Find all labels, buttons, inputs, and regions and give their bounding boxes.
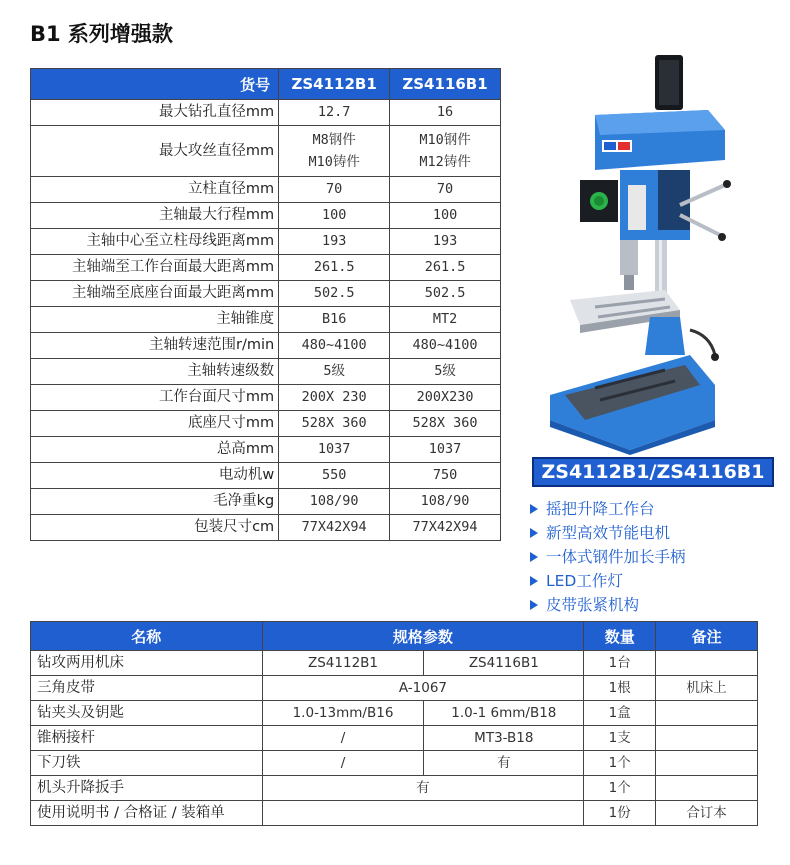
part-spec: /	[262, 726, 424, 751]
spec-label: 主轴端至底座台面最大距离mm	[31, 281, 279, 307]
table-row	[31, 307, 501, 333]
spec-value: 550	[279, 463, 390, 489]
part-note	[656, 651, 758, 676]
part-spec: MT3-B18	[424, 726, 584, 751]
part-name: 使用说明书 / 合格证 / 装箱单	[31, 801, 263, 826]
spec-value: 77X42X94	[279, 515, 390, 541]
spec-value: 1037	[390, 437, 501, 463]
spec-label: 主轴端至工作台面最大距离mm	[31, 255, 279, 281]
part-spec: ZS4116B1	[424, 651, 584, 676]
feature-list	[530, 497, 686, 617]
spec-label: 总高mm	[31, 437, 279, 463]
feature-label: LED工作灯	[546, 572, 623, 590]
triangle-bullet-icon	[530, 504, 538, 514]
part-spec: 有	[424, 751, 584, 776]
table-row	[31, 801, 758, 826]
spec-value: 100	[279, 203, 390, 229]
spec-label: 主轴最大行程mm	[31, 203, 279, 229]
spec-value: 200X230	[390, 385, 501, 411]
parts-header-note: 备注	[656, 622, 758, 651]
parts-header-spec: 规格参数	[262, 622, 584, 651]
spec-value: 502.5	[390, 281, 501, 307]
spec-value: 193	[279, 229, 390, 255]
spec-label: 主轴转速范围r/min	[31, 333, 279, 359]
table-row	[31, 126, 501, 177]
triangle-bullet-icon	[530, 552, 538, 562]
parts-header-row	[31, 622, 758, 651]
part-spec: 1.0-1 6mm/B18	[424, 701, 584, 726]
spec-value: 70	[279, 177, 390, 203]
part-note	[656, 776, 758, 801]
table-row	[31, 751, 758, 776]
spec-value: 528X 360	[390, 411, 501, 437]
table-row	[31, 203, 501, 229]
spec-header-row	[31, 69, 501, 100]
spec-value-line: M10钢件	[419, 132, 471, 148]
part-spec	[262, 801, 584, 826]
list-item	[530, 545, 686, 569]
part-qty: 1盒	[584, 701, 656, 726]
list-item	[530, 593, 686, 617]
spec-label: 毛净重kg	[31, 489, 279, 515]
table-row	[31, 359, 501, 385]
feature-label: 新型高效节能电机	[546, 524, 671, 542]
spec-value	[279, 126, 390, 177]
spec-value: B16	[279, 307, 390, 333]
spec-label: 主轴转速级数	[31, 359, 279, 385]
spec-value: 70	[390, 177, 501, 203]
table-row	[31, 333, 501, 359]
table-row	[31, 701, 758, 726]
spec-label: 最大钻孔直径mm	[31, 100, 279, 126]
part-spec: ZS4112B1	[262, 651, 424, 676]
list-item	[530, 497, 686, 521]
table-row	[31, 463, 501, 489]
spec-value: 5级	[390, 359, 501, 385]
spec-value: 480~4100	[390, 333, 501, 359]
spec-value: 200X 230	[279, 385, 390, 411]
part-note: 合订本	[656, 801, 758, 826]
spec-label: 主轴中心至立柱母线距离mm	[31, 229, 279, 255]
part-name: 钻攻两用机床	[31, 651, 263, 676]
spec-value: 502.5	[279, 281, 390, 307]
spec-value: 261.5	[279, 255, 390, 281]
triangle-bullet-icon	[530, 528, 538, 538]
part-spec: /	[262, 751, 424, 776]
spec-value-line: M12铸件	[419, 154, 471, 170]
spec-label: 包装尺寸cm	[31, 515, 279, 541]
spec-value: 193	[390, 229, 501, 255]
spec-value: 100	[390, 203, 501, 229]
spec-label: 最大攻丝直径mm	[31, 126, 279, 177]
table-row	[31, 676, 758, 701]
table-row	[31, 489, 501, 515]
part-spec: 1.0-13mm/B16	[262, 701, 424, 726]
model-badge: ZS4112B1/ZS4116B1	[532, 457, 774, 487]
part-name: 机头升降扳手	[31, 776, 263, 801]
spec-value-line: M8钢件	[312, 132, 356, 148]
table-row	[31, 255, 501, 281]
triangle-bullet-icon	[530, 600, 538, 610]
table-row	[31, 385, 501, 411]
spec-value: 750	[390, 463, 501, 489]
spec-value: 108/90	[279, 489, 390, 515]
spec-value: 1037	[279, 437, 390, 463]
part-name: 三角皮带	[31, 676, 263, 701]
feature-label: 一体式钢件加长手柄	[546, 548, 686, 566]
feature-label: 摇把升降工作台	[546, 500, 655, 518]
part-qty: 1支	[584, 726, 656, 751]
spec-value: 12.7	[279, 100, 390, 126]
part-name: 锥柄接杆	[31, 726, 263, 751]
table-row	[31, 177, 501, 203]
table-row	[31, 229, 501, 255]
table-row	[31, 515, 501, 541]
part-qty: 1台	[584, 651, 656, 676]
spec-header-model-1: ZS4112B1	[279, 69, 390, 100]
table-row	[31, 281, 501, 307]
spec-value-line: M10铸件	[308, 154, 360, 170]
spec-value	[390, 126, 501, 177]
parts-header-qty: 数量	[584, 622, 656, 651]
part-name: 钻夹头及钥匙	[31, 701, 263, 726]
part-note	[656, 701, 758, 726]
drill-press-image	[540, 55, 775, 455]
spec-header-label: 货号	[31, 69, 279, 100]
spec-value: 5级	[279, 359, 390, 385]
part-spec: A-1067	[262, 676, 584, 701]
table-row	[31, 411, 501, 437]
table-row	[31, 776, 758, 801]
table-row	[31, 437, 501, 463]
part-qty: 1根	[584, 676, 656, 701]
table-row	[31, 651, 758, 676]
spec-value: 528X 360	[279, 411, 390, 437]
spec-value: 108/90	[390, 489, 501, 515]
list-item	[530, 521, 686, 545]
spec-header-model-2: ZS4116B1	[390, 69, 501, 100]
spec-value: 16	[390, 100, 501, 126]
parts-table	[30, 621, 758, 826]
part-note	[656, 726, 758, 751]
spec-label: 立柱直径mm	[31, 177, 279, 203]
triangle-bullet-icon	[530, 576, 538, 586]
list-item	[530, 569, 686, 593]
part-note: 机床上	[656, 676, 758, 701]
parts-header-name: 名称	[31, 622, 263, 651]
spec-table	[30, 68, 501, 541]
part-qty: 1个	[584, 776, 656, 801]
table-row	[31, 100, 501, 126]
part-spec: 有	[262, 776, 584, 801]
part-name: 下刀铁	[31, 751, 263, 776]
spec-label: 主轴锥度	[31, 307, 279, 333]
spec-value: 77X42X94	[390, 515, 501, 541]
part-qty: 1份	[584, 801, 656, 826]
spec-label: 电动机w	[31, 463, 279, 489]
table-row	[31, 726, 758, 751]
spec-label: 底座尺寸mm	[31, 411, 279, 437]
feature-label: 皮带张紧机构	[546, 596, 640, 614]
spec-value: 480~4100	[279, 333, 390, 359]
spec-value: MT2	[390, 307, 501, 333]
part-note	[656, 751, 758, 776]
spec-value: 261.5	[390, 255, 501, 281]
part-qty: 1个	[584, 751, 656, 776]
page-title: B1 系列增强款	[30, 22, 173, 46]
spec-label: 工作台面尺寸mm	[31, 385, 279, 411]
